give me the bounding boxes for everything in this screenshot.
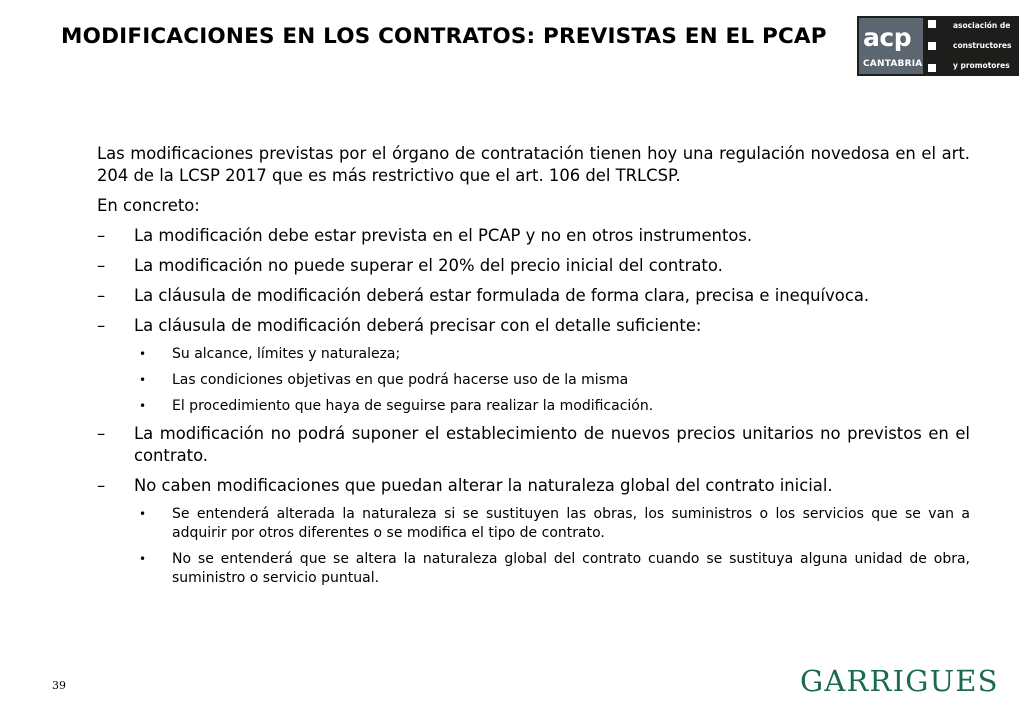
list-item-text: No caben modificaciones que puedan alterar la naturaleza global del contrato inicial. [134, 476, 833, 495]
dash-marker: – [97, 256, 106, 275]
dash-marker: – [97, 226, 106, 245]
list-item [97, 315, 970, 337]
logo-cantabria-text: CANTABRIA [863, 59, 923, 69]
logo-square-icon [928, 42, 936, 50]
dash-marker: – [97, 476, 106, 495]
logo-left-panel [859, 18, 923, 74]
logo-line-3: y promotores [953, 61, 1010, 70]
sub-list-item [97, 505, 970, 543]
page-number: 39 [52, 679, 66, 692]
bullet-marker: • [139, 347, 147, 361]
list-item [97, 423, 970, 467]
sub-list-item-text: Se entenderá alterada la naturaleza si se sustituyen las obras, los suministros o los servicios que se van a adquirir por otros diferentes o se modifica el tipo de contrato. [172, 506, 970, 541]
list-item-text: La cláusula de modificación deberá precisar con el detalle suficiente: [134, 316, 702, 335]
garrigues-logo: GARRIGUES [800, 664, 999, 698]
bullet-marker: • [139, 507, 147, 521]
sub-list-item-text: El procedimiento que haya de seguirse para realizar la modificación. [172, 398, 654, 414]
bullet-marker: • [139, 373, 147, 387]
bullet-marker: • [139, 552, 147, 566]
logo-square-icon [928, 64, 936, 72]
dash-marker: – [97, 424, 106, 443]
list-item-text: La cláusula de modificación deberá estar formulada de forma clara, precisa e inequívoca. [134, 286, 870, 305]
logo-tagline [953, 16, 1019, 76]
acp-cantabria-logo [857, 16, 1019, 76]
dash-marker: – [97, 286, 106, 305]
sub-list-item [97, 345, 970, 364]
sub-list-item-text: Su alcance, límites y naturaleza; [172, 346, 401, 362]
intro-paragraph: Las modificaciones previstas por el órgano de contratación tienen hoy una regulación novedosa en el art. 204 de la LCSP 2017 que es más restrictivo que el art. 106 del TRLCSP. [97, 144, 970, 185]
sub-list-item-text: Las condiciones objetivas en que podrá hacerse uso de la misma [172, 372, 629, 388]
page-title: MODIFICACIONES EN LOS CONTRATOS: PREVISTAS EN EL PCAP [61, 24, 827, 49]
bullet-marker: • [139, 399, 147, 413]
list-item-text: La modificación no podrá suponer el establecimiento de nuevos precios unitarios no previstos en el contrato. [134, 424, 970, 465]
logo-square-icon [928, 20, 936, 28]
logo-line-2: constructores [953, 41, 1012, 50]
lead-paragraph: En concreto: [97, 196, 200, 215]
list-item-text: La modificación no puede superar el 20% del precio inicial del contrato. [134, 256, 723, 275]
list-item [97, 225, 970, 247]
sub-list-item [97, 371, 970, 390]
logo-acp-text: acp [863, 23, 912, 52]
sub-list-item [97, 550, 970, 588]
sub-list-item [97, 397, 970, 416]
sub-list-item-text: No se entenderá que se altera la naturaleza global del contrato cuando se sustituya alguna unidad de obra, suministro o servicio puntual. [172, 551, 970, 586]
slide-body [97, 143, 970, 595]
logo-line-1: asociación de [953, 21, 1011, 30]
list-item [97, 475, 970, 497]
dash-marker: – [97, 316, 106, 335]
list-item-text: La modificación debe estar prevista en el PCAP y no en otros instrumentos. [134, 226, 753, 245]
list-item [97, 255, 970, 277]
list-item [97, 285, 970, 307]
